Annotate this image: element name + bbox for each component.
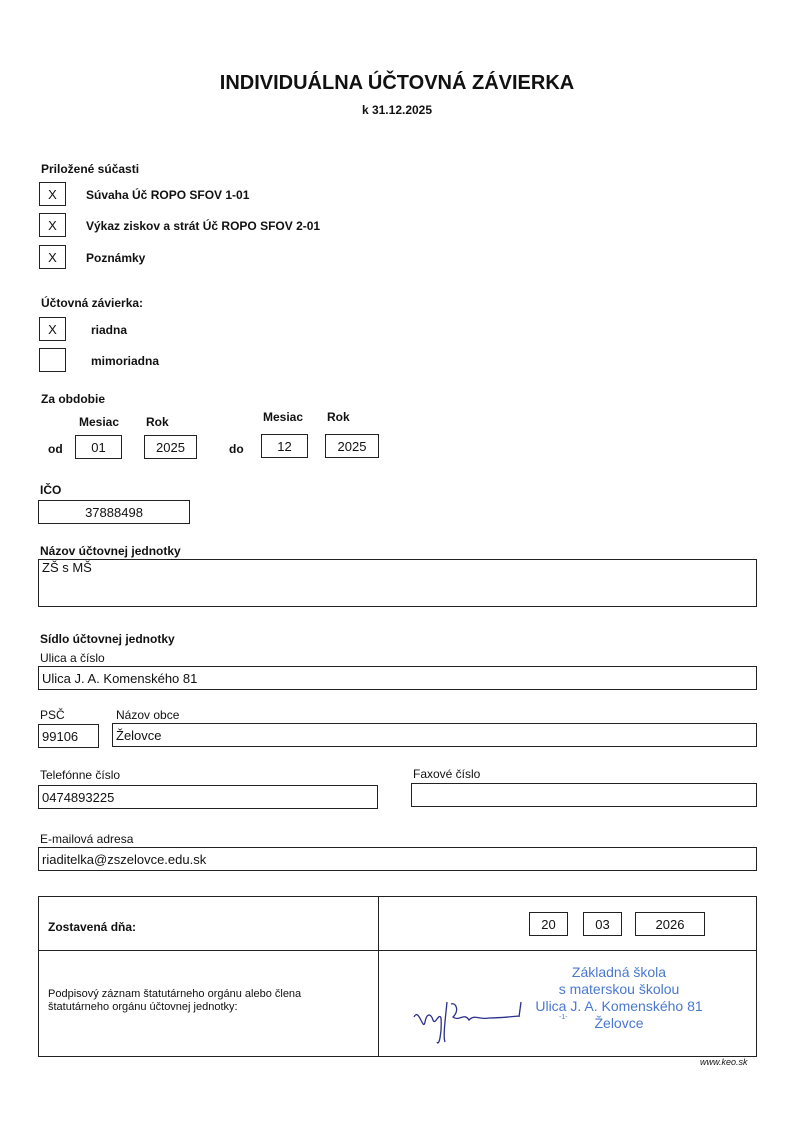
closing-checkbox-regular[interactable]: X <box>39 317 66 341</box>
stamp-line: Základná škola <box>571 964 667 980</box>
period-heading: Za obdobie <box>41 392 105 406</box>
to-year-field[interactable]: 2025 <box>325 434 379 458</box>
fax-label: Faxové číslo <box>413 767 481 781</box>
to-year-label: Rok <box>327 410 350 424</box>
footer-link: www.keo.sk <box>700 1057 748 1067</box>
attached-checkbox-1[interactable]: X <box>39 182 66 206</box>
name-label: Názov účtovnej jednotky <box>40 544 181 558</box>
compiled-day-field[interactable]: 20 <box>529 912 568 936</box>
to-month-label: Mesiac <box>263 410 304 424</box>
attached-checkbox-2[interactable]: X <box>39 213 66 237</box>
page-title: INDIVIDUÁLNA ÚČTOVNÁ ZÁVIERKA <box>219 72 575 94</box>
from-label: od <box>48 442 63 456</box>
stamp <box>535 964 703 1032</box>
street-label: Ulica a číslo <box>40 651 105 665</box>
phone-field[interactable]: 0474893225 <box>38 785 378 809</box>
ico-field[interactable]: 37888498 <box>38 500 190 524</box>
email-field[interactable]: riaditelka@zszelovce.edu.sk <box>38 847 757 871</box>
from-month-label: Mesiac <box>79 415 120 429</box>
attached-label-2: Výkaz ziskov a strát Úč ROPO SFOV 2-01 <box>86 219 321 233</box>
stamp-line: Ulica J. A. Komenského 81 <box>535 998 703 1014</box>
phone-label: Telefónne číslo <box>40 768 121 782</box>
ico-label: IČO <box>40 483 62 497</box>
compiled-month-field[interactable]: 03 <box>583 912 622 936</box>
fax-field[interactable] <box>411 783 757 807</box>
attached-label-3: Poznámky <box>86 251 146 265</box>
signature-image <box>409 992 529 1052</box>
from-year-label: Rok <box>146 415 169 429</box>
attached-checkbox-3[interactable]: X <box>39 245 66 269</box>
closing-label-extraordinary: mimoriadna <box>91 354 160 368</box>
compiled-label: Zostavená dňa: <box>48 920 137 934</box>
closing-heading: Účtovná závierka: <box>41 296 144 310</box>
signature-label: Podpisový záznam štatutárneho orgánu alebo člena štatutárneho orgánu účtovnej jednotky: <box>48 988 302 1013</box>
stamp-mark: -1- <box>559 1014 568 1021</box>
from-month-field[interactable]: 01 <box>75 435 122 459</box>
from-year-field[interactable]: 2025 <box>144 435 197 459</box>
street-field[interactable]: Ulica J. A. Komenského 81 <box>38 666 757 690</box>
to-label: do <box>229 442 244 456</box>
city-label: Názov obce <box>116 708 180 722</box>
page-subtitle: k 31.12.2025 <box>361 103 433 117</box>
attached-heading: Priložené súčasti <box>41 162 140 176</box>
email-label: E-mailová adresa <box>40 832 134 846</box>
closing-label-regular: riadna <box>91 323 128 337</box>
city-field[interactable]: Želovce <box>112 723 757 747</box>
signature-table <box>38 896 757 1057</box>
to-month-field[interactable]: 12 <box>261 434 308 458</box>
attached-label-1: Súvaha Úč ROPO SFOV 1-01 <box>86 188 250 202</box>
closing-checkbox-extraordinary[interactable] <box>39 348 66 372</box>
divider <box>39 950 756 951</box>
psc-label: PSČ <box>40 708 65 722</box>
seat-heading: Sídlo účtovnej jednotky <box>40 632 175 646</box>
psc-field[interactable]: 99106 <box>38 724 99 748</box>
stamp-line: s materskou školou <box>558 981 680 997</box>
stamp-line: Želovce <box>594 1015 644 1031</box>
name-field[interactable]: ZŠ s MŠ <box>38 559 757 607</box>
divider <box>378 897 379 1056</box>
compiled-year-field[interactable]: 2026 <box>635 912 705 936</box>
